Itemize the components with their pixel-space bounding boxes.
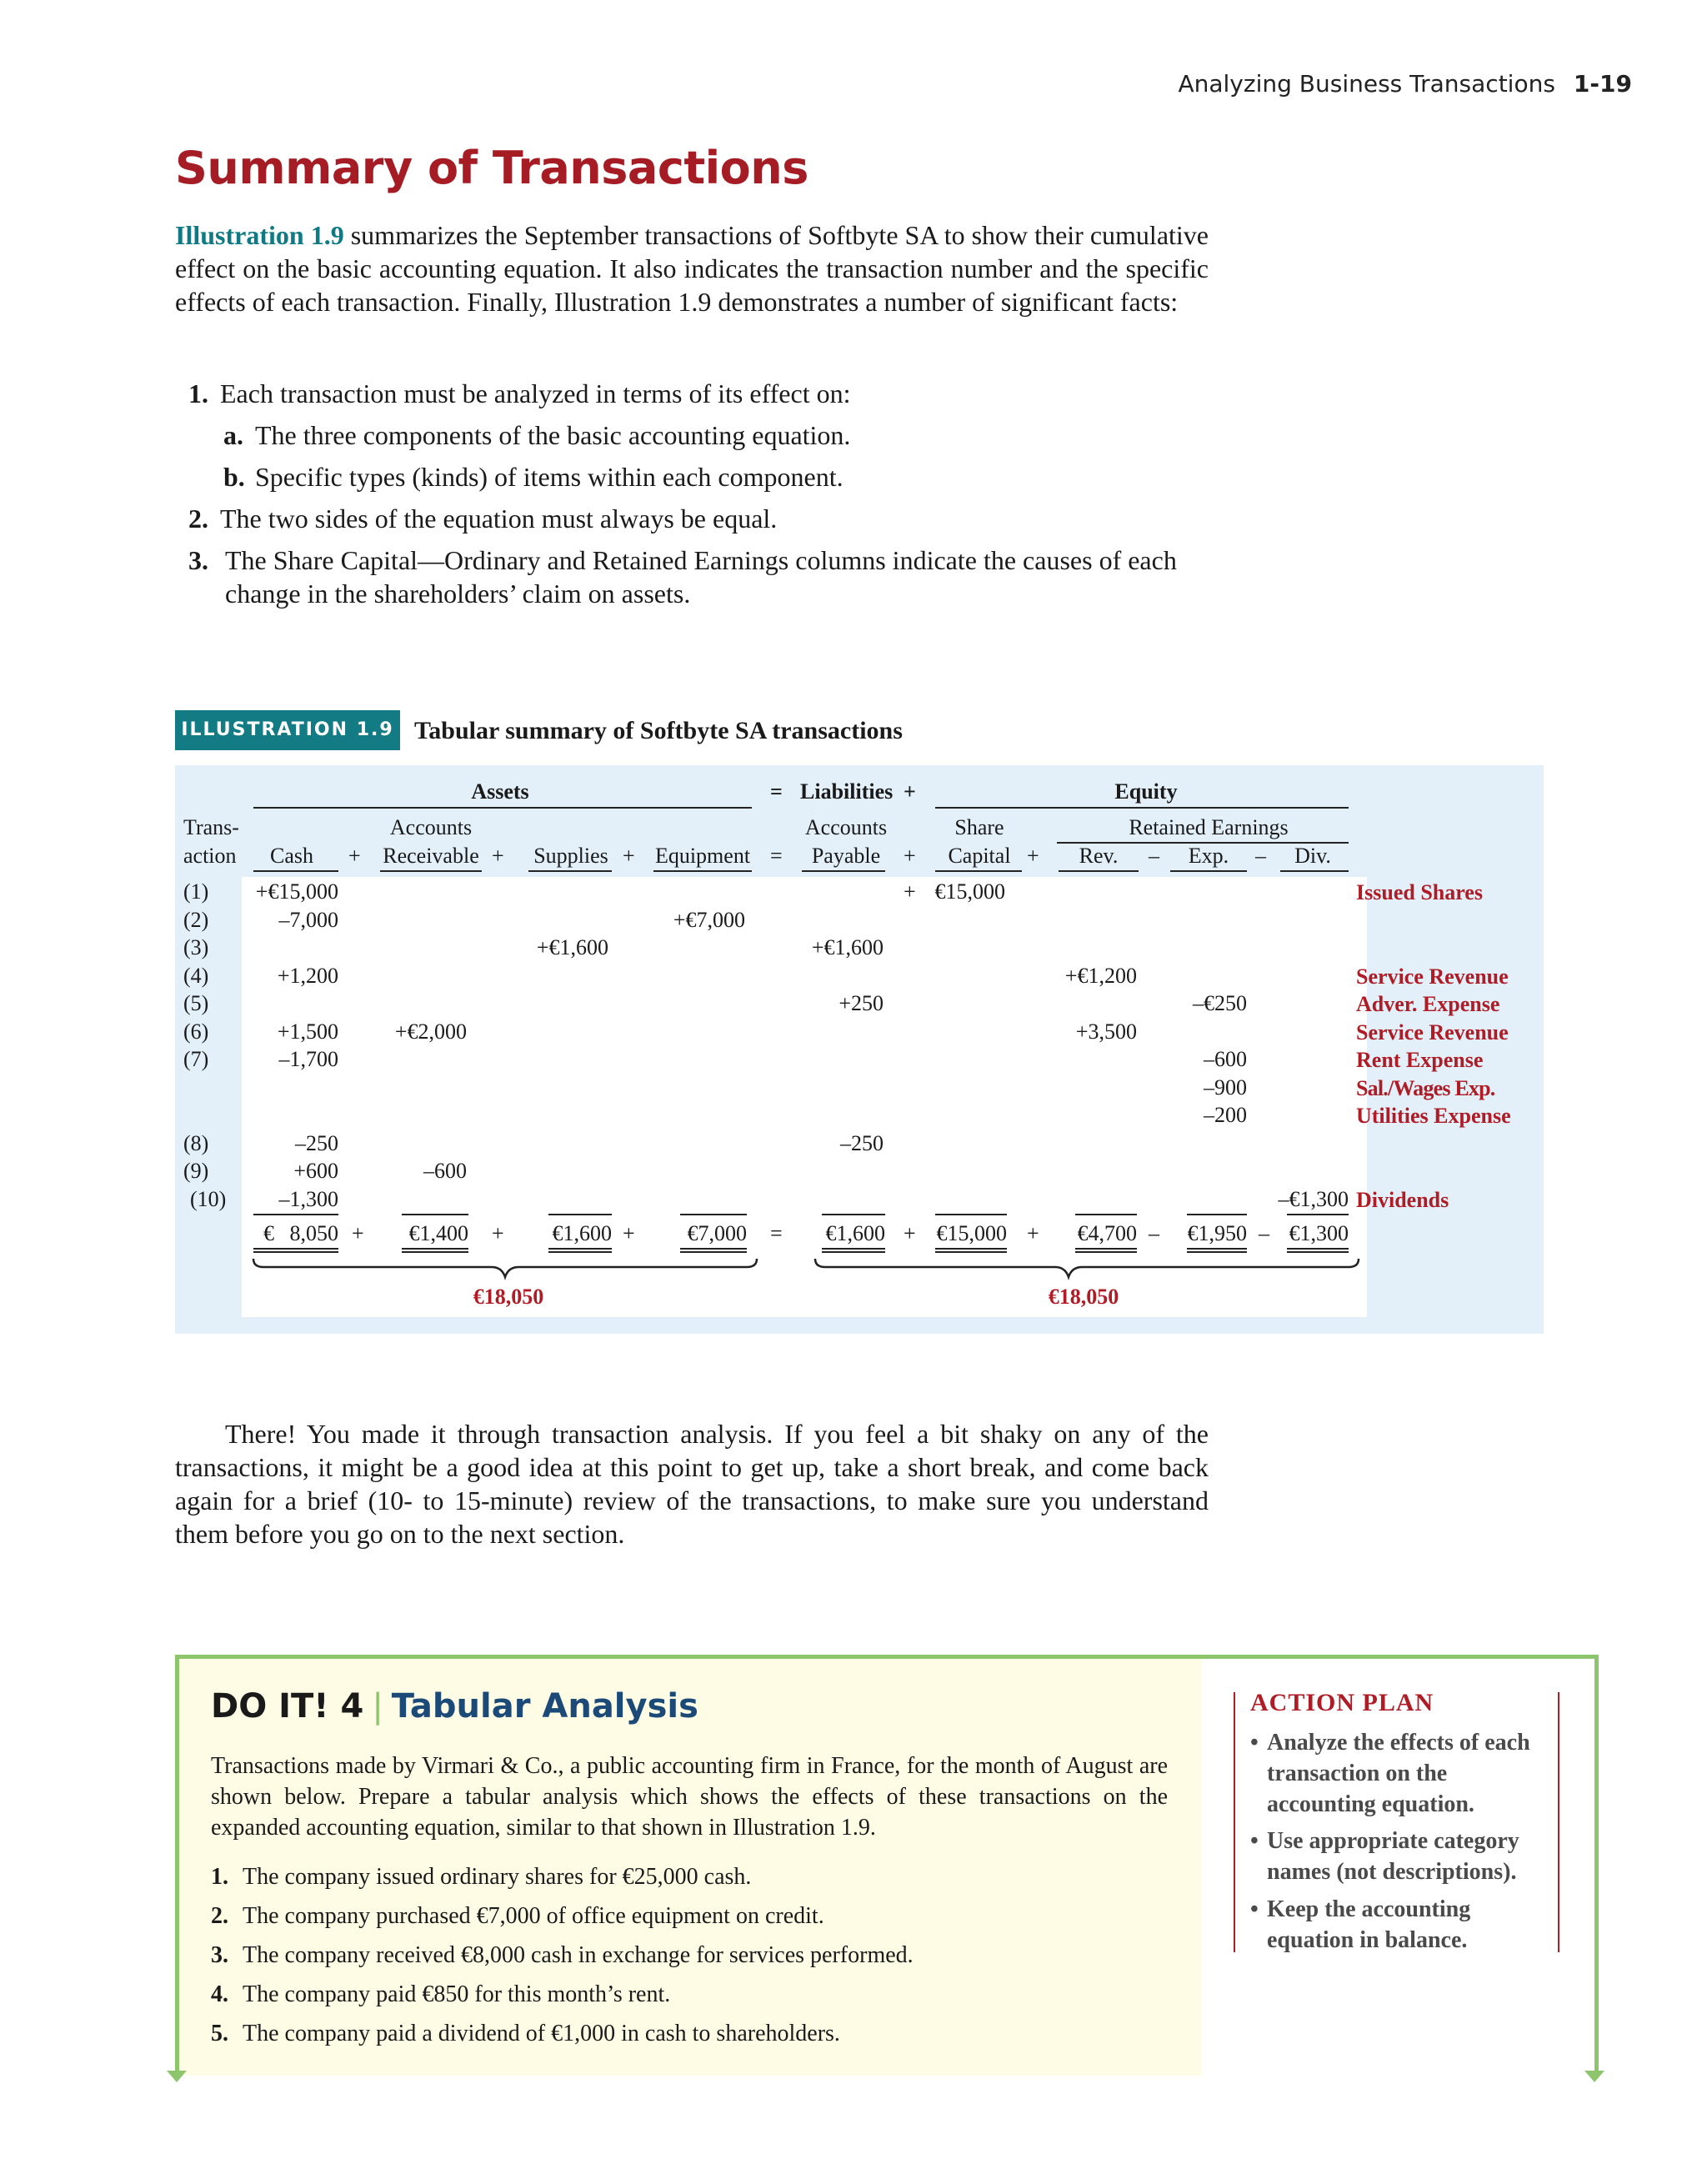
fact-text: Each transaction must be analyzed in terms of its effect on: xyxy=(220,378,851,408)
total-revenue: €4,700 xyxy=(1077,1221,1137,1245)
row-label: Service Revenue xyxy=(1356,964,1509,989)
col-header-sc-2: Capital xyxy=(948,844,1011,868)
total-cash: 8,050 xyxy=(289,1221,338,1245)
col-op: + xyxy=(1027,844,1039,868)
cell-expense: –600 xyxy=(1204,1047,1247,1071)
double-rule xyxy=(402,1248,468,1253)
col-op: + xyxy=(623,844,635,868)
double-rule xyxy=(1075,1248,1137,1253)
col-header-supplies: Supplies xyxy=(533,844,608,868)
cell-cash: +1,200 xyxy=(277,964,338,988)
total-op: + xyxy=(1027,1221,1039,1245)
equity-rule xyxy=(935,807,1349,809)
row-label: Sal./Wages Exp. xyxy=(1356,1076,1495,1100)
item-text: The company paid €850 for this month’s rent. xyxy=(243,1981,671,2007)
do-it-item xyxy=(211,1941,914,1971)
fact-text: The Share Capital—Ordinary and Retained Earnings columns indicate the causes of each change in the shareholders’ claim on assets. xyxy=(225,545,1177,609)
subtotal-rule xyxy=(935,1214,1007,1215)
cell-revenue: +€1,200 xyxy=(1064,964,1137,988)
trans-number: (3) xyxy=(183,935,209,959)
left-brace xyxy=(253,1259,757,1277)
liabilities-group-header: Liabilities xyxy=(800,779,894,804)
bullet-icon: • xyxy=(1250,1730,1259,1756)
total-accounts-payable: €1,600 xyxy=(825,1221,885,1245)
row-label: Issued Shares xyxy=(1356,880,1483,904)
col-header-ap-1: Accounts xyxy=(804,815,888,839)
action-plan-text: Use appropriate category names (not descriptions). xyxy=(1267,1828,1519,1885)
cell-cash: –1,300 xyxy=(278,1187,338,1211)
subtotal-rule xyxy=(402,1214,468,1215)
cell-accounts-payable: –250 xyxy=(840,1131,884,1155)
arrow-down-icon xyxy=(167,2071,187,2082)
cell-cash: +1,500 xyxy=(277,1019,338,1044)
cell-accounts-receivable: –600 xyxy=(423,1159,467,1183)
action-plan-title: ACTION PLAN xyxy=(1250,1689,1434,1716)
action-plan-item xyxy=(1250,1727,1559,1820)
cell-accounts-receivable: +€2,000 xyxy=(394,1019,467,1044)
do-it-instructions: Transactions made by Virmari & Co., a public accounting firm in France, for the month of August are shown below. Prepare a tabular analysis which shows the effects of these transactions on the expanded accounting equation, similar to that shown in Illustration 1.9. xyxy=(211,1753,1168,1841)
assets-rule xyxy=(253,807,752,809)
double-rule xyxy=(1187,1248,1247,1253)
running-title: Analyzing Business Transactions xyxy=(1178,70,1555,98)
trans-number: (8) xyxy=(183,1131,209,1155)
col-rule xyxy=(1059,870,1139,872)
col-rule xyxy=(802,870,885,872)
trans-number: (10) xyxy=(190,1187,227,1211)
total-equipment: €7,000 xyxy=(687,1221,747,1245)
page-number: 1-19 xyxy=(1573,70,1632,98)
arrow-down-icon xyxy=(1584,2071,1604,2082)
double-rule xyxy=(253,1248,338,1253)
illustration-title: Tabular summary of Softbyte SA transactions xyxy=(414,717,903,744)
action-plan-text: Analyze the effects of each transaction on the accounting equation. xyxy=(1267,1730,1530,1817)
col-header-div: Div. xyxy=(1294,844,1331,868)
cell-cash: –250 xyxy=(295,1131,338,1155)
fact-text: The three components of the basic accounting equation. xyxy=(255,420,851,450)
fact-subitem xyxy=(223,460,843,493)
col-header-ap-2: Payable xyxy=(811,844,881,868)
do-it-item xyxy=(211,1980,670,2010)
equation-plus: + xyxy=(904,779,916,804)
total-accounts-receivable: €1,400 xyxy=(408,1221,468,1245)
subtotal-rule xyxy=(1287,1214,1349,1215)
fact-item xyxy=(188,502,777,535)
double-rule xyxy=(1287,1248,1349,1253)
equation-equals: = xyxy=(770,779,783,804)
col-op: + xyxy=(904,844,916,868)
fact-item xyxy=(188,543,1214,610)
cell-supplies: +€1,600 xyxy=(536,935,608,959)
total-op: + xyxy=(623,1221,635,1245)
row-label: Rent Expense xyxy=(1356,1048,1484,1072)
total-dividends: €1,300 xyxy=(1289,1221,1349,1245)
item-text: The company received €8,000 cash in exchange for services performed. xyxy=(243,1942,914,1968)
col-rule xyxy=(935,870,1022,872)
item-number: 3. xyxy=(211,1942,228,1968)
illustration-link[interactable]: Illustration 1.9 xyxy=(175,220,344,250)
col-header-sc-1: Share xyxy=(954,815,1004,839)
fact-number: 1. xyxy=(188,378,208,408)
equity-group-header: Equity xyxy=(1114,779,1178,804)
row-label: Utilities Expense xyxy=(1356,1104,1511,1128)
cell-cash: +€15,000 xyxy=(255,879,338,904)
intro-paragraph xyxy=(175,218,1209,318)
col-op: – xyxy=(1149,844,1159,868)
col-rule xyxy=(528,870,612,872)
col-header-cash: Cash xyxy=(270,844,313,868)
assets-group-header: Assets xyxy=(471,779,529,804)
col-rule xyxy=(653,870,752,872)
cell-expense: –900 xyxy=(1204,1075,1247,1100)
double-rule xyxy=(822,1248,885,1253)
running-head xyxy=(1178,70,1632,98)
cell-dividends: –€1,300 xyxy=(1278,1187,1349,1211)
action-plan-text: Keep the accounting equation in balance. xyxy=(1267,1896,1471,1953)
right-brace xyxy=(815,1259,1359,1277)
col-header-ar-2: Receivable xyxy=(383,844,479,868)
illustration-badge: ILLUSTRATION 1.9 xyxy=(175,710,400,750)
do-it-label: DO IT! 4 xyxy=(211,1687,364,1726)
cell-equipment: +€7,000 xyxy=(673,908,745,932)
do-it-item xyxy=(211,1901,824,1931)
total-expense: €1,950 xyxy=(1187,1221,1247,1245)
total-op: + xyxy=(492,1221,504,1245)
col-rule xyxy=(1280,870,1349,872)
total-share-capital: €15,000 xyxy=(936,1221,1007,1245)
do-it-item xyxy=(211,2019,840,2049)
do-it-heading xyxy=(211,1687,698,1726)
fact-text: Specific types (kinds) of items within each component. xyxy=(255,462,843,492)
col-header-trans: Trans- xyxy=(183,815,239,839)
col-rule xyxy=(253,870,338,872)
bullet-icon: • xyxy=(1250,1896,1259,1922)
action-plan-item xyxy=(1250,1894,1559,1956)
closing-paragraph: There! You made it through transaction analysis. If you feel a bit shaky on any of the transactions, it might be a good idea at this point to get up, take a short break, and come back again for a brief (10- to 15-minute) review of the transactions, to make sure you understand them before you go on to the next section. xyxy=(175,1419,1209,1549)
cell-accounts-payable: +250 xyxy=(838,991,884,1015)
fact-subitem xyxy=(223,418,850,452)
item-number: 2. xyxy=(211,1903,228,1929)
total-supplies: €1,600 xyxy=(552,1221,612,1245)
col-header-exp: Exp. xyxy=(1188,844,1229,868)
col-op: + xyxy=(348,844,361,868)
sum-braces xyxy=(250,1257,1367,1282)
col-header-equipment: Equipment xyxy=(654,844,751,868)
col-header-action: action xyxy=(183,844,237,868)
intro-text: summarizes the September transactions of Softbyte SA to show their cumulative effect on the basic accounting equation. It also indicates the transaction number and the specific effects of each transaction. Finally, Illustration 1.9 demonstrates a number of significant facts: xyxy=(175,220,1209,317)
double-rule xyxy=(935,1248,1007,1253)
subtotal-rule xyxy=(822,1214,885,1215)
subtotal-rule xyxy=(1187,1214,1247,1215)
assets-total: €18,050 xyxy=(473,1285,544,1309)
col-op: – xyxy=(1255,844,1266,868)
fact-letter: a. xyxy=(223,420,243,450)
trans-number: (5) xyxy=(183,991,209,1015)
col-header-ar-1: Accounts xyxy=(389,815,473,839)
fact-number: 3. xyxy=(188,545,208,575)
subtotal-rule xyxy=(680,1214,747,1215)
fact-letter: b. xyxy=(223,462,245,492)
cell-share-capital: €15,000 xyxy=(934,879,1005,904)
trans-number: (7) xyxy=(183,1047,209,1071)
double-rule xyxy=(548,1248,612,1253)
total-op: + xyxy=(904,1221,916,1245)
total-op: – xyxy=(1259,1221,1269,1245)
subtotal-rule xyxy=(1075,1214,1137,1215)
cell-op: + xyxy=(904,879,916,904)
trans-number: (2) xyxy=(183,908,209,932)
fact-item xyxy=(188,377,850,410)
cell-cash: +600 xyxy=(293,1159,338,1183)
item-number: 5. xyxy=(211,2021,228,2046)
total-cash-symbol: € xyxy=(263,1221,274,1245)
row-label: Service Revenue xyxy=(1356,1020,1509,1044)
item-number: 1. xyxy=(211,1864,228,1890)
section-title: Summary of Transactions xyxy=(175,142,808,194)
subtotal-rule xyxy=(253,1214,338,1215)
action-plan-rule-left xyxy=(1234,1692,1235,1952)
cell-expense: –200 xyxy=(1204,1103,1247,1127)
item-text: The company purchased €7,000 of office equipment on credit. xyxy=(243,1903,824,1929)
col-op: + xyxy=(492,844,504,868)
bullet-icon: • xyxy=(1250,1828,1259,1854)
col-rule xyxy=(1170,870,1247,872)
cell-revenue: +3,500 xyxy=(1075,1019,1137,1044)
total-op: = xyxy=(770,1221,783,1245)
cell-accounts-payable: +€1,600 xyxy=(811,935,884,959)
trans-number: (4) xyxy=(183,964,209,988)
col-rule xyxy=(380,870,482,872)
trans-number: (9) xyxy=(183,1159,209,1183)
subtotal-rule xyxy=(548,1214,612,1215)
trans-number: (1) xyxy=(183,879,209,904)
total-op: – xyxy=(1149,1221,1159,1245)
liabilities-equity-total: €18,050 xyxy=(1048,1285,1119,1309)
do-it-title: Tabular Analysis xyxy=(391,1687,698,1726)
item-text: The company issued ordinary shares for €25,000 cash. xyxy=(243,1864,752,1890)
action-plan-item xyxy=(1250,1826,1559,1887)
cell-cash: –7,000 xyxy=(278,908,338,932)
fact-number: 2. xyxy=(188,503,208,533)
row-label: Dividends xyxy=(1356,1188,1449,1212)
col-op: = xyxy=(770,844,783,868)
cell-expense: –€250 xyxy=(1193,991,1247,1015)
fact-text: The two sides of the equation must always be equal. xyxy=(220,503,778,533)
divider: | xyxy=(372,1687,383,1726)
item-text: The company paid a dividend of €1,000 in cash to shareholders. xyxy=(243,2021,840,2046)
item-number: 4. xyxy=(211,1981,228,2007)
double-rule xyxy=(680,1248,747,1253)
cell-cash: –1,700 xyxy=(278,1047,338,1071)
row-label: Adver. Expense xyxy=(1356,992,1500,1016)
trans-number: (6) xyxy=(183,1019,209,1044)
do-it-item xyxy=(211,1862,751,1892)
col-header-rev: Rev. xyxy=(1079,844,1119,868)
retained-earnings-header: Retained Earnings xyxy=(1129,815,1289,839)
total-op: + xyxy=(352,1221,364,1245)
